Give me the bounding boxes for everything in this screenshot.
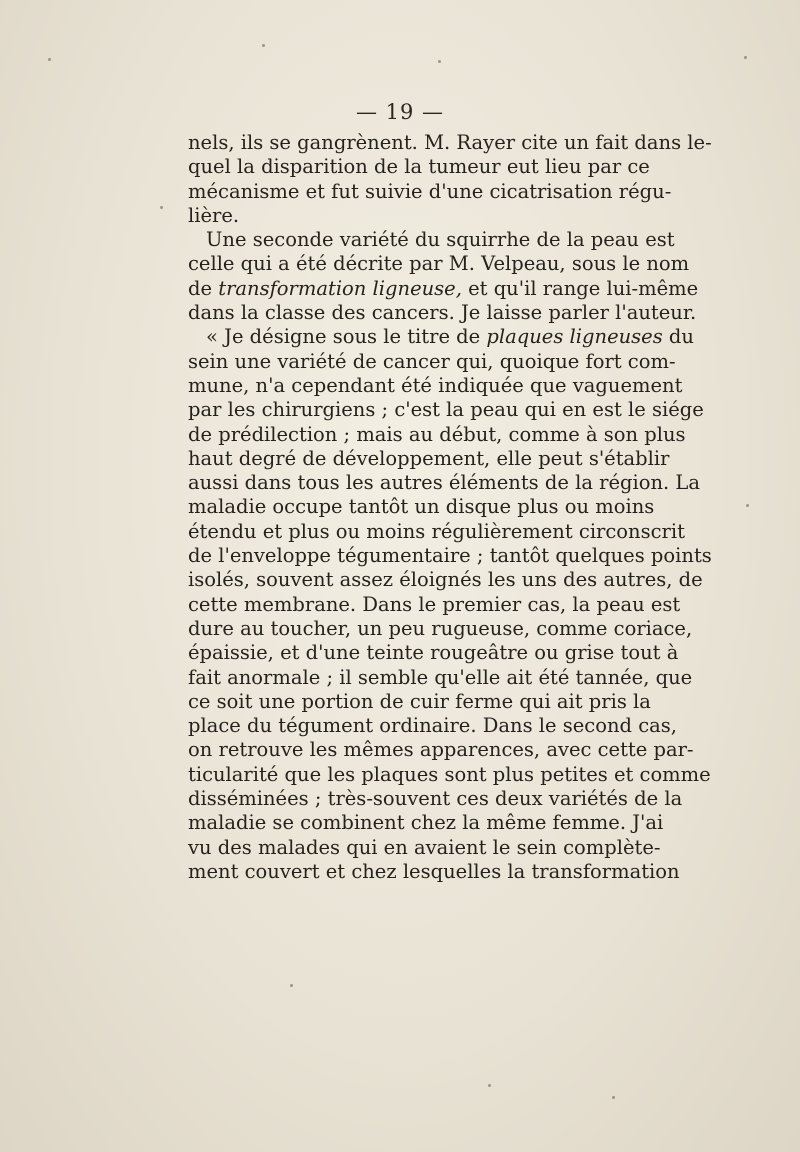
text-line bbox=[188, 422, 686, 447]
text-run: et qu'il range lui-même bbox=[461, 276, 699, 300]
text-run: mune, n'a cependant été indiquée que vaguement bbox=[188, 373, 683, 397]
text-run: cette membrane. Dans le premier cas, la peau est bbox=[188, 592, 681, 616]
text-run: isolés, souvent assez éloignés les uns des autres, de bbox=[188, 568, 703, 592]
text-line bbox=[188, 131, 712, 155]
text-run: de bbox=[188, 276, 219, 300]
text-run: aussi dans tous les autres éléments de la région. La bbox=[188, 471, 700, 495]
text-line bbox=[188, 519, 685, 544]
text-line bbox=[188, 446, 670, 471]
text-run: du bbox=[662, 325, 694, 349]
text-run: par les chirurgiens ; c'est la peau qui en est le siége bbox=[188, 398, 704, 422]
text-run: dure au toucher, un peu rugueuse, comme coriace, bbox=[188, 616, 693, 640]
text-run: ment couvert et chez lesquelles la transformation bbox=[188, 859, 680, 883]
text-run: ce soit une portion de cuir ferme qui ait pris la bbox=[188, 689, 651, 713]
body-text bbox=[188, 131, 712, 884]
text-run: maladie se combinent chez la même femme. J'ai bbox=[188, 811, 664, 835]
text-run: étendu et plus ou moins régulièrement circonscrit bbox=[188, 519, 685, 543]
text-line bbox=[188, 616, 693, 641]
italic-text: transformation ligneuse, bbox=[218, 276, 462, 300]
text-run: mécanisme et fut suivie d'une cicatrisation régu- bbox=[188, 179, 672, 203]
text-line bbox=[188, 714, 677, 738]
text-line bbox=[188, 155, 650, 179]
paper-speck bbox=[744, 56, 747, 59]
text-line bbox=[188, 544, 712, 568]
text-line bbox=[188, 204, 614, 228]
text-line bbox=[188, 373, 683, 398]
paper-speck bbox=[290, 984, 293, 987]
text-run: vu des malades qui en avaient le sein complète- bbox=[188, 835, 661, 859]
text-run: haut degré de développement, elle peut s'établir bbox=[188, 446, 670, 470]
paper-speck bbox=[262, 44, 265, 47]
text-line bbox=[188, 641, 679, 665]
paper-speck bbox=[746, 504, 749, 507]
text-line bbox=[188, 471, 700, 495]
text-line bbox=[188, 811, 664, 835]
text-run: sein une variété de cancer qui, quoique fort com- bbox=[188, 349, 676, 373]
page-number: — 19 — bbox=[355, 100, 445, 124]
paper-speck bbox=[438, 60, 441, 63]
text-line bbox=[188, 859, 680, 884]
text-run: on retrouve les mêmes apparences, avec cette par- bbox=[188, 738, 694, 762]
text-line bbox=[188, 495, 655, 519]
paper-speck bbox=[48, 58, 51, 61]
text-run: nels, ils se gangrènent. M. Rayer cite un fait dans le- bbox=[188, 131, 712, 154]
text-run: maladie occupe tantôt un disque plus ou moins bbox=[188, 495, 655, 519]
text-run: Une seconde variété du squirrhe de la peau est bbox=[206, 228, 675, 252]
text-line bbox=[188, 762, 711, 787]
text-run: fait anormale ; il semble qu'elle ait été tannée, que bbox=[188, 665, 693, 689]
text-line bbox=[188, 252, 690, 276]
text-line bbox=[188, 835, 661, 860]
text-run: de prédilection ; mais au début, comme à son plus bbox=[188, 422, 686, 446]
paper-speck bbox=[160, 206, 163, 209]
text-run: place du tégument ordinaire. Dans le second cas, bbox=[188, 714, 677, 738]
text-line bbox=[188, 276, 699, 301]
text-line bbox=[188, 689, 651, 714]
text-run: disséminées ; très-souvent ces deux variétés de la bbox=[188, 787, 683, 811]
text-line bbox=[188, 179, 672, 204]
text-run: quel la disparition de la tumeur eut lieu par ce bbox=[188, 155, 650, 179]
text-line bbox=[188, 398, 704, 422]
text-line bbox=[188, 568, 703, 592]
text-line bbox=[188, 665, 693, 690]
text-line bbox=[188, 325, 694, 349]
paper-speck bbox=[612, 1096, 615, 1099]
text-run: « Je désigne sous le titre de bbox=[206, 325, 487, 349]
text-line bbox=[188, 787, 683, 811]
text-run: ticularité que les plaques sont plus petites et comme bbox=[188, 762, 711, 786]
text-line bbox=[188, 301, 697, 325]
text-line bbox=[188, 592, 681, 617]
paper-speck bbox=[488, 1084, 491, 1087]
text-line bbox=[188, 349, 676, 374]
text-run: lière. bbox=[188, 203, 240, 227]
text-run: de l'enveloppe tégumentaire ; tantôt quelques points bbox=[188, 544, 712, 568]
text-line bbox=[188, 228, 675, 252]
text-run: épaissie, et d'une teinte rougeâtre ou grise tout à bbox=[188, 641, 679, 665]
text-run: dans la classe des cancers. Je laisse parler l'auteur. bbox=[188, 301, 697, 325]
text-run: celle qui a été décrite par M. Velpeau, sous le nom bbox=[188, 252, 690, 276]
text-line bbox=[188, 738, 694, 762]
italic-text: plaques ligneuses bbox=[486, 325, 663, 349]
